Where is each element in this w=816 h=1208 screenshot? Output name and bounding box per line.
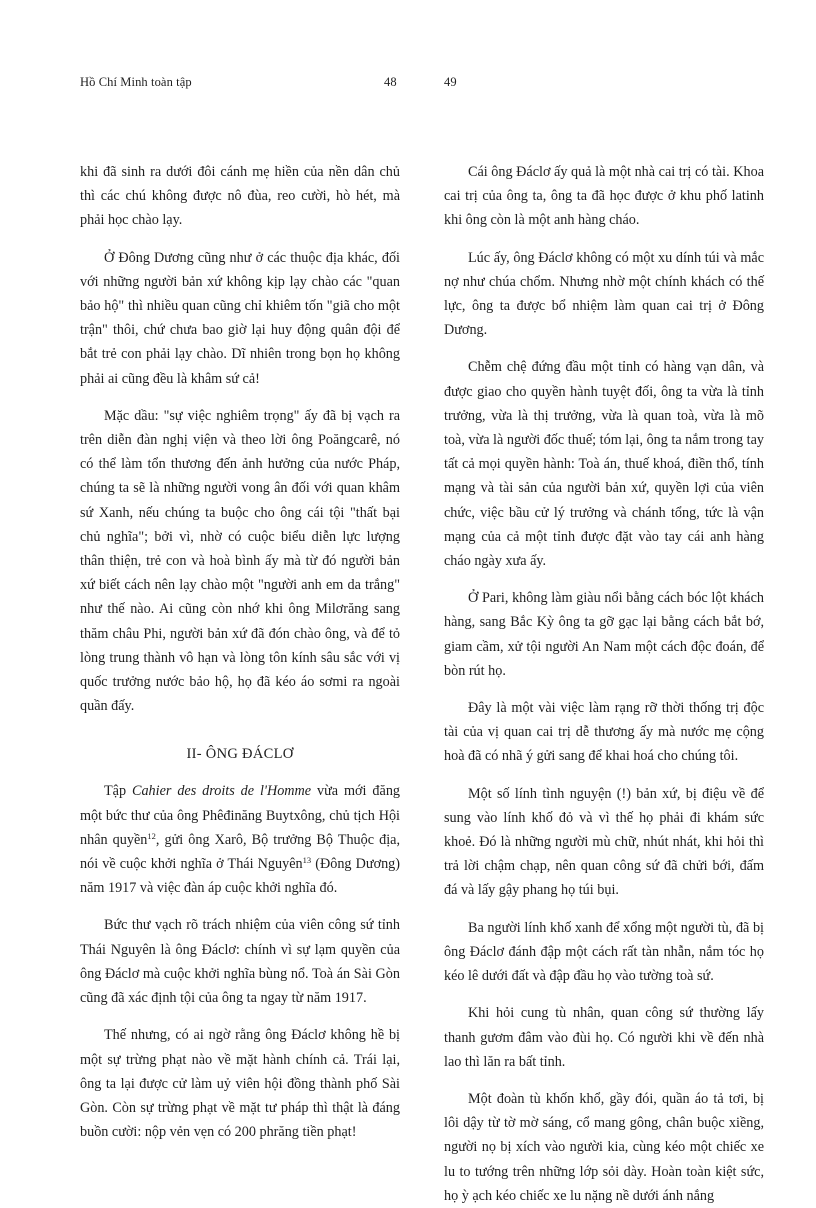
text-run: (Đông Dương) năm 1917 và việc đàn áp cuộc khởi nghĩa đó. xyxy=(80,856,400,897)
footnote-ref: 13 xyxy=(302,855,312,866)
paragraph: Chễm chệ đứng đầu một tỉnh có hàng vạn dân, và được giao cho quyền hành tuyệt đối, ông ta vừa là tỉnh trưởng, vừa là thị trưởng, vừa là quan toà, vừa là mõ toà, vừa là người đốc thuế; tóm lại, ông ta nắm trong tay tất cả mọi quyền hành: Toà án, thuế khoá, điền thổ, tính mạng và tài sản của người bản xứ, quyền lợi của viên chức, việc bầu cử lý trưởng và chánh tổng, tức là vận mạng của cả một tỉnh được đặt vào tay cái anh hàng cháo ngày xưa ấy. xyxy=(444,359,764,570)
text-run: vừa mới đăng một bức thư của ông Phêđinăng Buytxông, chủ tịch Hội nhân quyền xyxy=(80,783,401,848)
page-number-left: 48 xyxy=(384,75,397,89)
left-page-column xyxy=(80,160,400,1144)
journal-title: Cahier des droits de l'Homme xyxy=(131,783,312,800)
footnote-ref: 12 xyxy=(147,830,156,841)
paragraph: Ba người lính khố xanh để xổng một người tù, đã bị ông Đáclơ đánh đập một cách rất tàn nhẫn, nắm tóc họ kéo lê dưới đất và đập đầu họ vào tường toà sứ. xyxy=(444,919,764,985)
section-title: II- ÔNG ĐÁCLƠ xyxy=(186,746,294,763)
paragraph: Cái ông Đáclơ ấy quả là một nhà cai trị có tài. Khoa cai trị của ông ta, ông ta đã học được ở khu phố latinh khi ông còn là một anh hàng cháo. xyxy=(444,164,764,229)
paragraph: Ở Đông Dương cũng như ở các thuộc địa khác, đối với những người bản xứ không kịp lạy chào các "quan bảo hộ" thì nhiều quan cũng chỉ khiêm tốn "giã cho một trận" thôi, chứ chưa bao giờ lại huy động quân đội để bắt trẻ con phải lạy chào. Dĩ nhiên trong bọn họ không phải ai cũng đều là khâm sứ cả! xyxy=(80,249,400,387)
paragraph: Khi hỏi cung tù nhân, quan công sứ thường lấy thanh gươm đâm vào đùi họ. Có người khi về đến nhà lao thì lăn ra bất tỉnh. xyxy=(444,1005,764,1070)
paragraph: Một đoàn tù khốn khổ, gầy đói, quần áo tả tơi, bị lôi dậy từ tờ mờ sáng, cổ mang gông, chân buộc xiềng, người nọ bị xích vào người kia, cùng kéo một chiếc xe lu to tướng trên những lớp sỏi dày. Hoàn toàn kiệt sức, họ ỳ ạch kéo chiếc xe lu nặng nề dưới ánh nắng xyxy=(444,1090,764,1204)
paragraph: Thế nhưng, có ai ngờ rằng ông Đáclơ không hề bị một sự trừng phạt nào về mặt hành chính cả. Trái lại, ông ta lại được cử làm uỷ viên hội đồng thành phố Sài Gòn. Còn sự trừng phạt về mặt tư pháp thì thật là đáng buồn cười: nộp vẻn vẹn có 200 phrăng tiền phạt! xyxy=(80,1027,400,1141)
paragraph: Đây là một vài việc làm rạng rỡ thời thống trị độc tài của vị quan cai trị dễ thương ấy mà nước mẹ cộng hoà đã có nhã ý gửi sang để khai hoá cho chúng tôi. xyxy=(444,700,764,765)
paragraph: Mặc dầu: "sự việc nghiêm trọng" ấy đã bị vạch ra trên diễn đàn nghị viện và theo lời ông Poăngcarê, nó có thể làm tổn thương đến ảnh hưởng của nước Pháp, chúng ta sẽ là những người vong ân đối với quan khâm sứ Xanh, nếu chúng ta buộc cho ông cái tội "thất bại chủ nghĩa"; bởi vì, nhờ có cuộc biểu diễn lực lượng thân thiện, trẻ con và hoà bình ấy mà từ đó người bản xứ biết cách nên lạy chào một "người anh em da trắng" như thế nào. Ai cũng còn nhớ khi ông Milơrăng sang thăm châu Phi, người bản xứ đã đón chào ông, và để tỏ lòng trung thành vô hạn và lòng tôn kính sâu sắc với vị quốc trưởng nước bảo hộ, họ đã kéo áo sơmi ra ngoài quần đấy. xyxy=(80,407,400,715)
paragraph: Ở Pari, không làm giàu nổi bằng cách bóc lột khách hàng, sang Bắc Kỳ ông ta gỡ gạc lại bằng cách bắt bớ, giam cầm, xử tội người An Nam một cách độc đoán, để bòn rút họ. xyxy=(444,590,764,679)
paragraph: Bức thư vạch rõ trách nhiệm của viên công sứ tỉnh Thái Nguyên là ông Đáclơ: chính vì sự lạm quyền của ông Đáclơ mà cuộc khởi nghĩa bùng nổ. Toà án Sài Gòn cũng đã xác định tội của ông ta ngay từ năm 1917. xyxy=(80,917,400,1007)
paragraph: Lúc ấy, ông Đáclơ không có một xu dính túi và mắc nợ như chúa chổm. Nhưng nhờ một chính khách có thế lực, ông ta được bổ nhiệm làm quan cai trị ở Đông Dương. xyxy=(444,249,764,339)
paragraph xyxy=(80,779,400,900)
paragraph: Một số lính tình nguyện (!) bản xứ, bị điệu về để sung vào lính khố đỏ và vì thế họ phải đi khám sức khoẻ. Đó là những người mù chữ, nhút nhát, khi hỏi thì trả lời chậm chạp, nên quan công sứ đã chửi bới, đấm đá và lấy gậy phang họ túi bụi. xyxy=(444,785,764,899)
running-header-title: Hồ Chí Minh toàn tập xyxy=(80,75,192,89)
paragraph: khi đã sinh ra dưới đôi cánh mẹ hiền của nền dân chủ thì các chú không được nô đùa, reo cười, hò hét, mà phải học chào lạy. xyxy=(80,164,400,229)
text-run: , gửi ông Xarô, Bộ trưởng Bộ Thuộc địa, nói về cuộc khởi nghĩa ở Thái Nguyên xyxy=(80,831,400,873)
page-number-right: 49 xyxy=(444,75,457,89)
text-run: Tập xyxy=(104,783,132,800)
right-page-column xyxy=(444,160,764,1208)
